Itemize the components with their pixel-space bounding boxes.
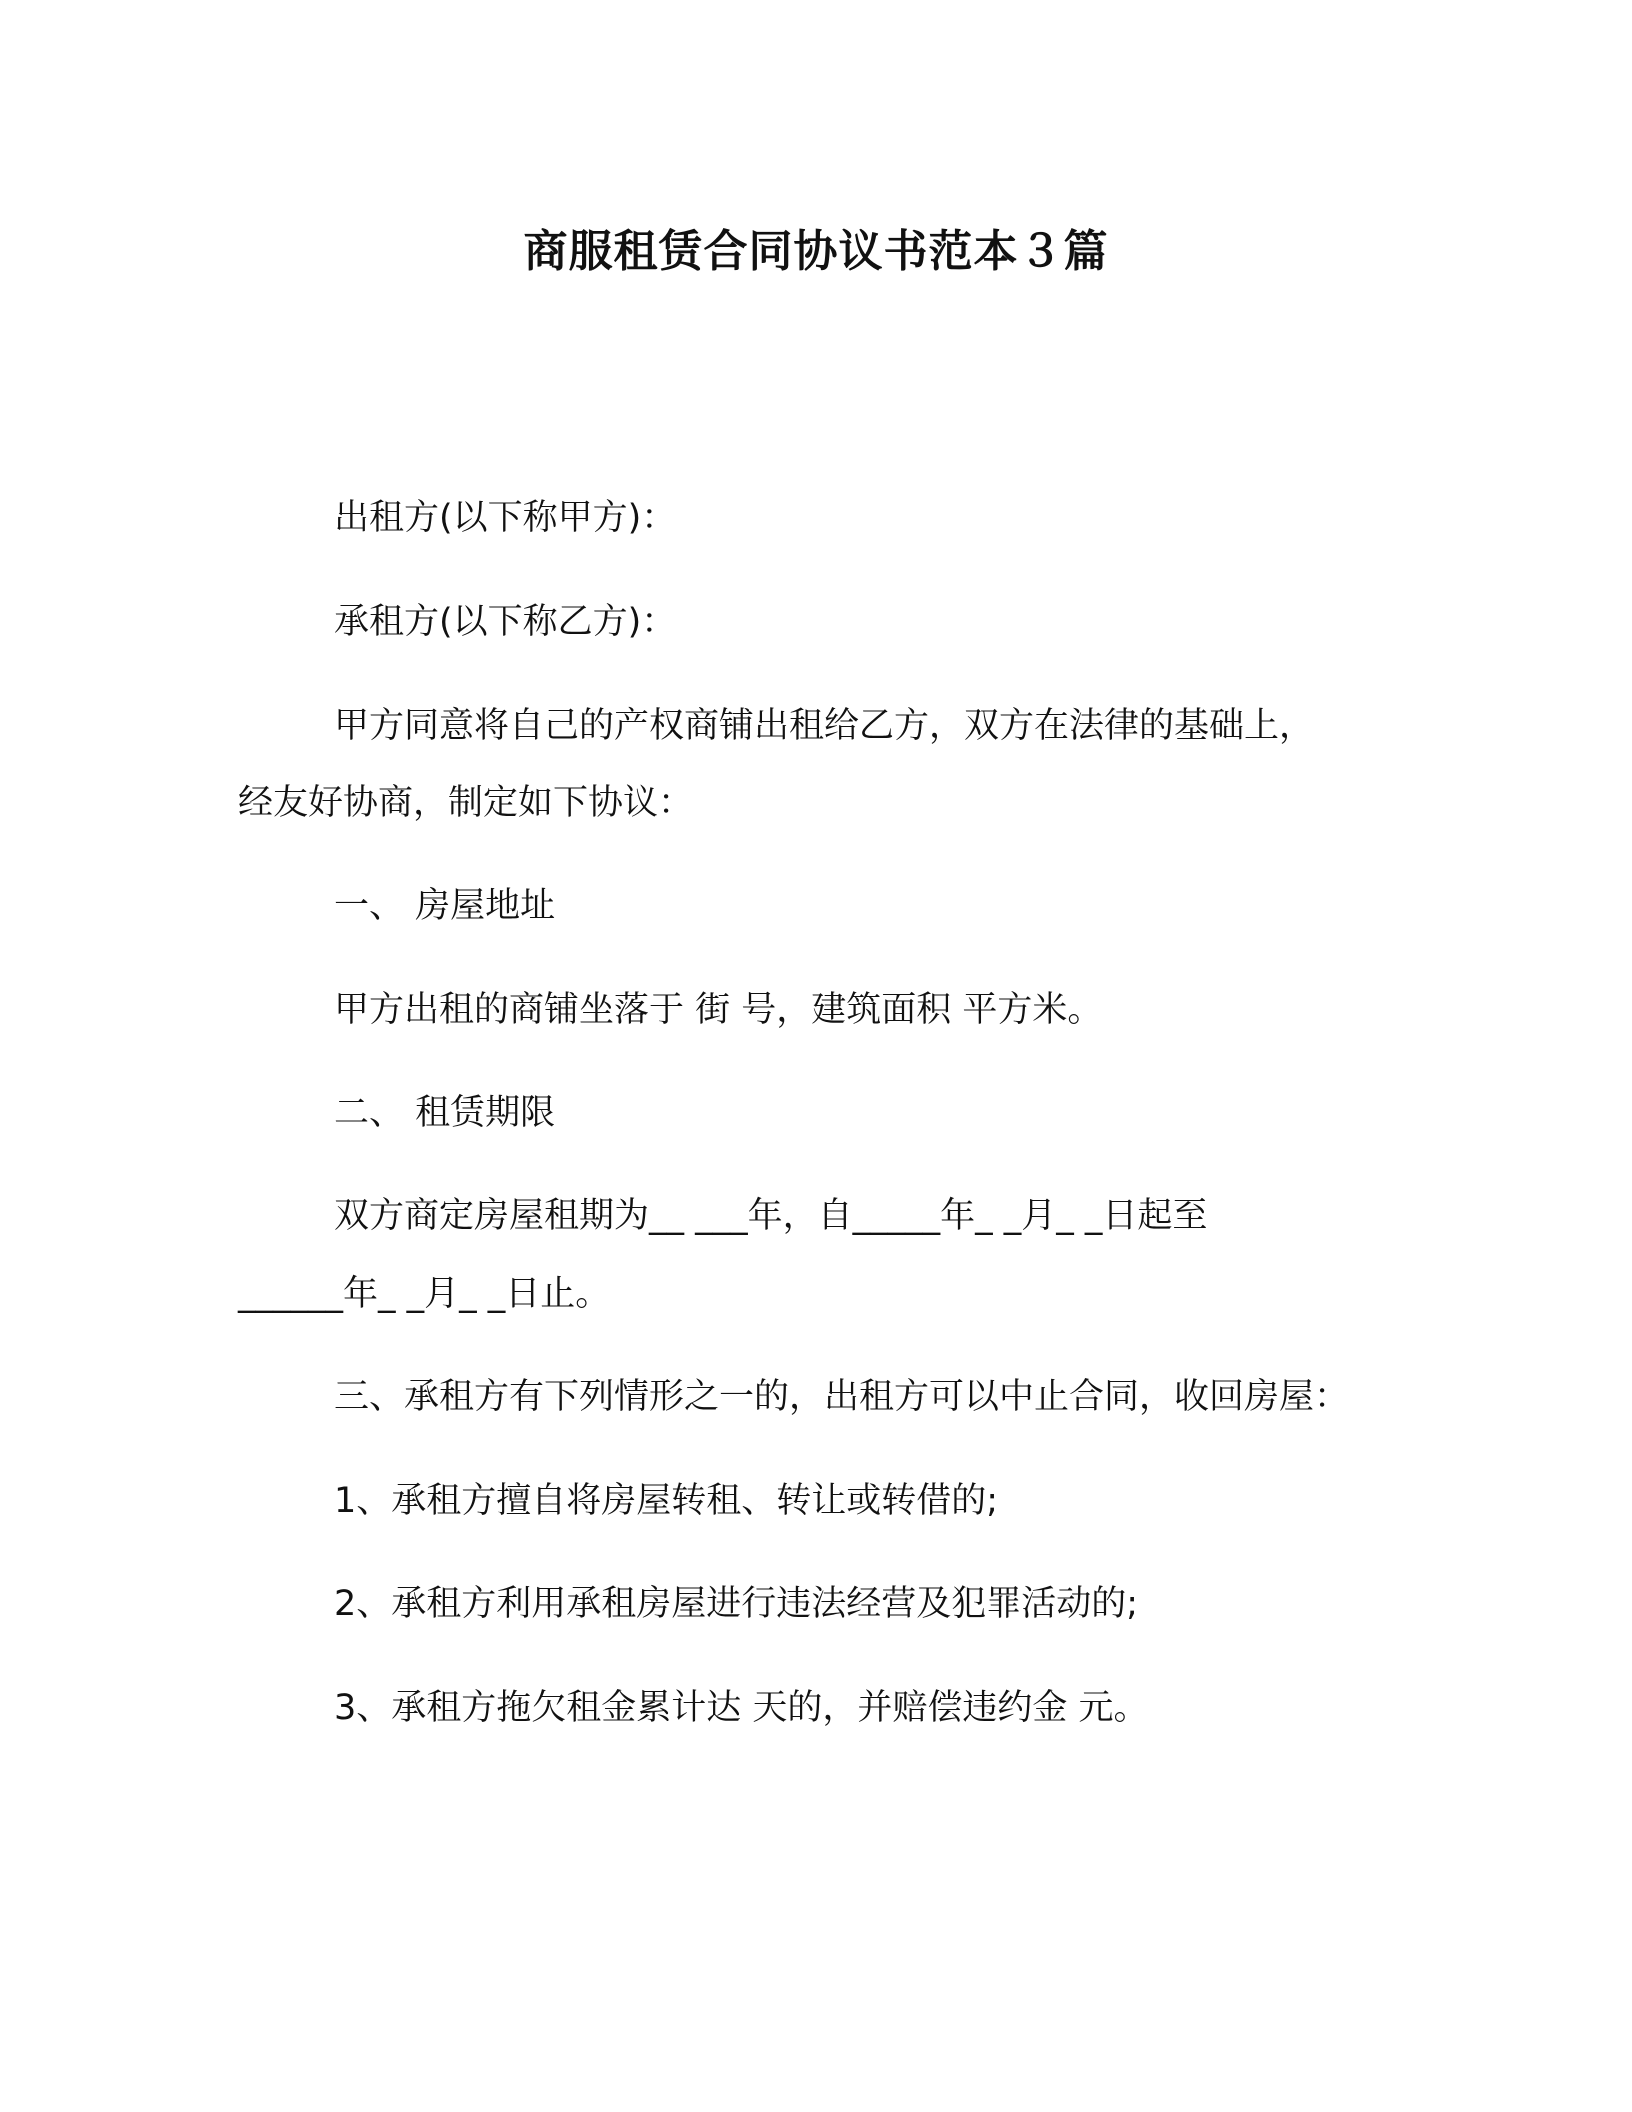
section-heading-termination: 三、承租方有下列情形之一的，出租方可以中止合同，收回房屋： [334, 1377, 1350, 1417]
intro-paragraph-line-1: 甲方同意将自己的产权商铺出租给乙方，双方在法律的基础上， [334, 706, 1315, 746]
lessor-line: 出租方(以下称甲方)： [334, 498, 677, 538]
lessee-line: 承租方(以下称乙方)： [334, 602, 677, 642]
document-title: 商服租赁合同协议书范本３篇 [523, 226, 1109, 277]
address-paragraph: 甲方出租的商铺坐落于 街 号，建筑面积 平方米。 [334, 990, 1103, 1030]
list-item-2: 2、承租方利用承租房屋进行违法经营及犯罪活动的; [334, 1584, 1139, 1624]
section-heading-address: 一、 房屋地址 [334, 886, 556, 926]
term-paragraph-line-2: ______年_ _月_ _日止。 [238, 1274, 611, 1314]
list-item-1: 1、承租方擅自将房屋转租、转让或转借的; [334, 1481, 999, 1521]
list-item-3: 3、承租方拖欠租金累计达 天的，并赔偿违约金 元。 [334, 1688, 1149, 1728]
term-paragraph-line-1: 双方商定房屋租期为__ ___年，自_____年_ _月_ _日起至 [334, 1196, 1208, 1236]
intro-paragraph-line-2: 经友好协商，制定如下协议： [238, 783, 694, 823]
section-heading-term: 二、 租赁期限 [334, 1093, 556, 1133]
